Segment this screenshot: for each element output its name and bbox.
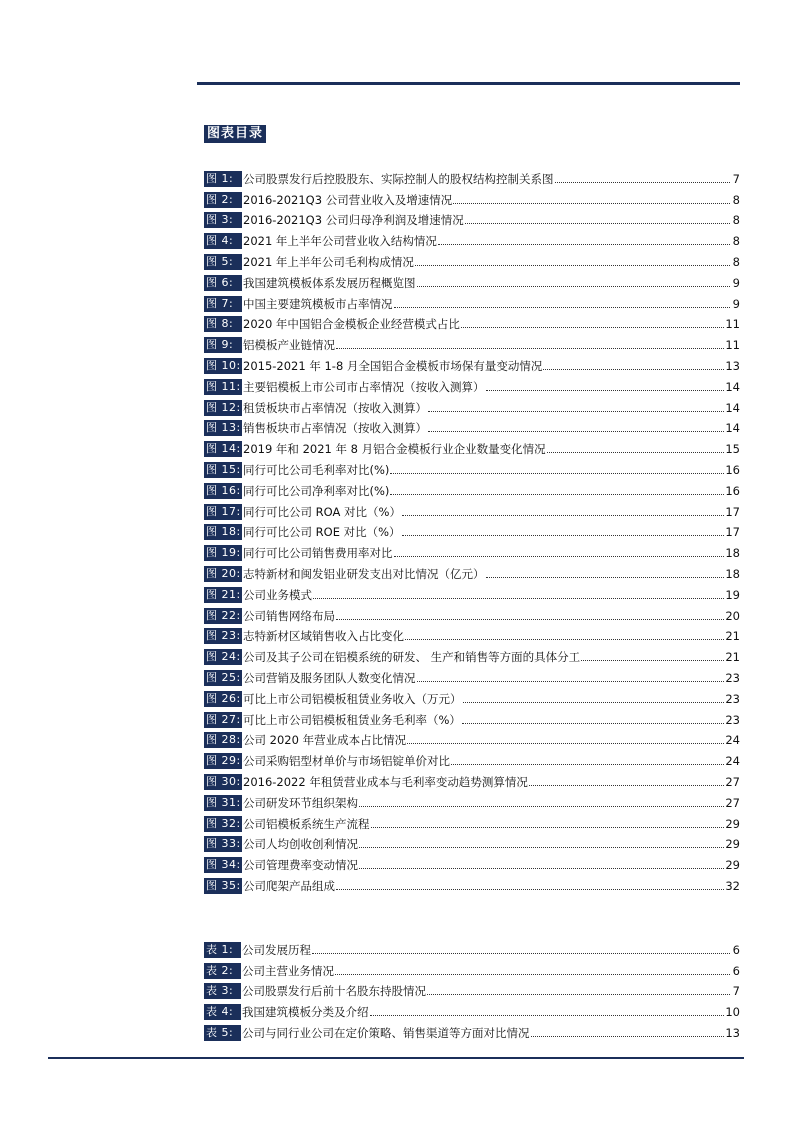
table-entry[interactable] <box>204 937 740 958</box>
figure-entry-label[interactable]: 我国建筑模板体系发展历程概览图 <box>243 275 416 290</box>
figure-entry-page-number[interactable]: 17 <box>725 504 740 519</box>
figure-entry[interactable] <box>204 291 740 312</box>
figure-entry-label[interactable]: 2019 年和 2021 年 8 月铝合金模板行业企业数量变化情况 <box>243 442 546 457</box>
figure-entry[interactable] <box>204 208 740 229</box>
figure-entry-tag: 图 30: <box>206 774 241 788</box>
dot-leader <box>465 223 730 224</box>
dot-leader <box>547 452 725 453</box>
figure-list <box>204 166 740 894</box>
table-entry-page-number[interactable]: 10 <box>725 1005 740 1020</box>
figure-entry-tag: 图 1: <box>204 171 242 187</box>
figure-entry[interactable] <box>204 644 740 665</box>
table-entry-label[interactable]: 公司与同行业公司在定价策略、销售渠道等方面对比情况 <box>242 1025 530 1040</box>
table-entry-tag: 表 1: <box>204 942 241 958</box>
figure-entry[interactable] <box>204 790 740 811</box>
figure-entry-page-number[interactable]: 23 <box>725 670 740 685</box>
dot-leader <box>462 723 724 724</box>
dot-leader <box>543 369 724 370</box>
figure-entry-page-number[interactable]: 29 <box>725 816 740 831</box>
figure-entry[interactable] <box>204 540 740 561</box>
figure-entry[interactable] <box>204 728 740 749</box>
dot-leader <box>390 494 724 495</box>
figure-entry[interactable] <box>204 707 740 728</box>
dot-leader <box>336 348 724 349</box>
dot-leader <box>402 535 725 536</box>
figure-entry-label[interactable]: 同行可比公司毛利率对比(%) <box>243 462 390 477</box>
table-entry-tag: 表 5: <box>204 1025 241 1041</box>
figure-entry-page-number[interactable]: 16 <box>725 483 740 498</box>
figure-entry-page-number[interactable]: 15 <box>725 442 740 457</box>
figure-entry-tag: 图 17: <box>206 504 241 518</box>
figure-entry-page-number[interactable]: 18 <box>725 566 740 581</box>
figure-entry[interactable] <box>204 603 740 624</box>
table-entry-tag: 表 3: <box>204 983 241 999</box>
figure-entry-label[interactable]: 租赁板块市占率情况（按收入测算） <box>243 400 427 415</box>
figure-entry[interactable] <box>204 187 740 208</box>
figure-entry-label[interactable]: 销售板块市占率情况（按收入测算） <box>243 421 427 436</box>
figure-entry-label[interactable]: 2016-2022 年租赁营业成本与毛利率变动趋势测算情况 <box>243 774 528 789</box>
figure-entry[interactable] <box>204 852 740 873</box>
figure-entry-label[interactable]: 2020 年中国铝合金模板企业经营模式占比 <box>243 317 460 332</box>
table-entry-label[interactable]: 公司发展历程 <box>242 942 311 957</box>
figure-entry-tag: 图 31: <box>206 795 241 809</box>
figure-entry-tag: 图 33: <box>206 837 241 851</box>
figure-entry-label[interactable]: 公司铝模板系统生产流程 <box>243 816 370 831</box>
figure-entry-label[interactable]: 公司人均创收创利情况 <box>243 837 358 852</box>
figure-entry-page-number[interactable]: 27 <box>725 774 740 789</box>
dot-leader <box>359 806 724 807</box>
figure-entry-page-number[interactable]: 20 <box>725 608 740 623</box>
figure-entry-page-number[interactable]: 21 <box>725 629 740 644</box>
figure-entry-tag: 图 15: <box>206 462 241 476</box>
dot-leader <box>461 327 724 328</box>
figure-entry-label[interactable]: 中国主要建筑模板市占率情况 <box>243 296 393 311</box>
figure-entry-label[interactable]: 公司采购铝型材单价与市场铝锭单价对比 <box>243 754 450 769</box>
dot-leader <box>463 702 725 703</box>
figure-entry-page-number[interactable]: 14 <box>725 400 740 415</box>
figure-entry[interactable] <box>204 166 740 187</box>
dot-leader <box>336 889 724 890</box>
figure-entry[interactable] <box>204 873 740 894</box>
dot-leader <box>370 1015 725 1016</box>
toc-title: 图表目录 <box>204 125 266 143</box>
figure-entry-label[interactable]: 公司销售网络布局 <box>243 608 335 623</box>
dot-leader <box>428 411 724 412</box>
figure-entry-label[interactable]: 公司研发环节组织架构 <box>243 795 358 810</box>
dot-leader <box>529 785 725 786</box>
figure-entry-label[interactable]: 公司爬架产品组成 <box>243 878 335 893</box>
dot-leader <box>415 265 730 266</box>
figure-entry-label[interactable]: 2015-2021 年 1-8 月全国铝合金模板市场保有量变动情况 <box>243 358 543 373</box>
figure-entry-label[interactable]: 公司及其子公司在铝模系统的研发、 生产和销售等方面的具体分工 <box>243 650 581 665</box>
figure-entry-label[interactable]: 志特新材区域销售收入占比变化 <box>243 629 404 644</box>
figure-entry-label[interactable]: 志特新材和闽发铝业研发支出对比情况（亿元） <box>243 566 485 581</box>
table-entry-tag: 表 2: <box>204 963 241 979</box>
table-entry-tag: 表 4: <box>204 1004 241 1020</box>
figure-entry-page-number[interactable]: 11 <box>725 338 740 353</box>
dot-leader <box>581 660 724 661</box>
figure-entry-label[interactable]: 可比上市公司铝模板租赁业务收入（万元） <box>243 691 462 706</box>
figure-entry[interactable] <box>204 561 740 582</box>
figure-entry[interactable] <box>204 499 740 520</box>
table-entry-page-number[interactable]: 7 <box>732 984 740 999</box>
dot-leader <box>486 577 725 578</box>
figure-entry[interactable] <box>204 686 740 707</box>
figure-entry-tag: 图 20: <box>206 566 241 580</box>
table-entry-label[interactable]: 我国建筑模板分类及介绍 <box>242 1005 369 1020</box>
dot-leader <box>394 307 731 308</box>
figure-entry-tag: 图 10: <box>206 358 241 372</box>
figure-entry[interactable] <box>204 478 740 499</box>
figure-entry-label[interactable]: 可比上市公司铝模板租赁业务毛利率（%） <box>243 712 461 727</box>
table-entry-page-number[interactable]: 13 <box>725 1025 740 1040</box>
table-entry[interactable] <box>204 1020 740 1041</box>
table-entry-page-number[interactable]: 6 <box>732 942 740 957</box>
table-entry-label[interactable]: 公司主营业务情况 <box>242 963 334 978</box>
figure-entry-page-number[interactable]: 9 <box>732 296 740 311</box>
figure-entry-label[interactable]: 2016-2021Q3 公司营业收入及增速情况 <box>243 192 453 207</box>
dot-leader <box>359 868 724 869</box>
dot-leader <box>427 994 730 995</box>
figure-entry[interactable] <box>204 457 740 478</box>
header-rule <box>197 82 740 85</box>
figure-entry-tag: 图 6: <box>204 275 242 291</box>
figure-entry-page-number[interactable]: 24 <box>725 733 740 748</box>
figure-entry-page-number[interactable]: 8 <box>732 234 740 249</box>
figure-entry[interactable] <box>204 353 740 374</box>
figure-entry-page-number[interactable]: 8 <box>732 254 740 269</box>
figure-entry-tag: 图 5: <box>204 254 242 270</box>
dot-leader <box>407 743 724 744</box>
figure-entry[interactable] <box>204 582 740 603</box>
figure-entry-tag: 图 11: <box>206 379 241 393</box>
figure-entry-label[interactable]: 公司营销及服务团队人数变化情况 <box>243 670 416 685</box>
figure-entry[interactable] <box>204 374 740 395</box>
figure-entry[interactable] <box>204 249 740 270</box>
figure-entry-tag: 图 35: <box>206 878 241 892</box>
dot-leader <box>335 974 730 975</box>
figure-entry-page-number[interactable]: 24 <box>725 754 740 769</box>
figure-entry-tag: 图 21: <box>206 587 241 601</box>
table-entry[interactable] <box>204 999 740 1020</box>
figure-entry-page-number[interactable]: 17 <box>725 525 740 540</box>
footer-rule <box>48 1057 744 1059</box>
figure-entry[interactable] <box>204 436 740 457</box>
table-entry-page-number[interactable]: 6 <box>732 963 740 978</box>
figure-entry-label[interactable]: 公司 2020 年营业成本占比情况 <box>243 733 407 748</box>
figure-entry-page-number[interactable]: 9 <box>732 275 740 290</box>
figure-entry-label[interactable]: 公司股票发行后控股股东、实际控制人的股权结构控制关系图 <box>243 171 554 186</box>
figure-entry-tag: 图 12: <box>206 400 241 414</box>
figure-entry[interactable] <box>204 748 740 769</box>
figure-entry-page-number[interactable]: 11 <box>725 317 740 332</box>
figure-entry-tag: 图 29: <box>206 754 241 768</box>
figure-entry-tag: 图 27: <box>206 712 241 726</box>
figure-entry-label[interactable]: 同行可比公司净利率对比(%) <box>243 483 390 498</box>
figure-entry-page-number[interactable]: 32 <box>725 878 740 893</box>
figure-entry[interactable] <box>204 270 740 291</box>
figure-entry[interactable] <box>204 811 740 832</box>
figure-entry-page-number[interactable]: 13 <box>725 358 740 373</box>
dot-leader <box>371 827 725 828</box>
dot-leader <box>359 847 724 848</box>
figure-entry-page-number[interactable]: 7 <box>732 171 740 186</box>
figure-entry-label[interactable]: 同行可比公司 ROE 对比（%） <box>243 525 401 540</box>
figure-entry-page-number[interactable]: 18 <box>725 546 740 561</box>
figure-entry-tag: 图 26: <box>206 691 241 705</box>
figure-entry[interactable] <box>204 665 740 686</box>
dot-leader <box>531 1036 725 1037</box>
dot-leader <box>428 431 724 432</box>
dot-leader <box>402 515 724 516</box>
figure-entry-tag: 图 14: <box>206 442 241 456</box>
figure-entry-tag: 图 4: <box>204 233 242 249</box>
dot-leader <box>417 286 731 287</box>
figure-entry-label[interactable]: 2021 年上半年公司营业收入结构情况 <box>243 234 437 249</box>
figure-entry-tag: 图 3: <box>204 212 242 228</box>
figure-entry-tag: 图 28: <box>206 733 241 747</box>
figure-entry-tag: 图 18: <box>206 525 241 539</box>
figure-entry-tag: 图 19: <box>206 546 241 560</box>
figure-entry-page-number[interactable]: 8 <box>732 192 740 207</box>
figure-entry-tag: 图 9: <box>204 337 242 353</box>
dot-leader <box>394 556 725 557</box>
dot-leader <box>438 244 730 245</box>
figure-entry-tag: 图 23: <box>206 629 241 643</box>
figure-entry-tag: 图 8: <box>204 316 242 332</box>
dot-leader <box>453 203 730 204</box>
dot-leader <box>417 681 725 682</box>
figure-entry[interactable] <box>204 332 740 353</box>
figure-entry-page-number[interactable]: 8 <box>732 213 740 228</box>
figure-entry-page-number[interactable]: 29 <box>725 837 740 852</box>
figure-entry[interactable] <box>204 312 740 333</box>
figure-entry[interactable] <box>204 416 740 437</box>
figure-entry-page-number[interactable]: 21 <box>725 650 740 665</box>
figure-entry-page-number[interactable]: 23 <box>725 691 740 706</box>
figure-entry-label[interactable]: 公司管理费率变动情况 <box>243 858 358 873</box>
figure-entry-tag: 图 7: <box>204 296 242 312</box>
figure-entry-page-number[interactable]: 14 <box>725 421 740 436</box>
figure-entry[interactable] <box>204 228 740 249</box>
figure-entry-page-number[interactable]: 19 <box>725 587 740 602</box>
figure-entry[interactable] <box>204 520 740 541</box>
figure-entry-tag: 图 24: <box>206 650 241 664</box>
dot-leader <box>313 598 724 599</box>
dot-leader <box>390 473 724 474</box>
figure-entry[interactable] <box>204 769 740 790</box>
figure-entry-tag: 图 22: <box>206 608 241 622</box>
figure-entry-tag: 图 2: <box>204 192 242 208</box>
figure-entry[interactable] <box>204 395 740 416</box>
figure-entry-tag: 图 34: <box>206 858 241 872</box>
figure-entry-page-number[interactable]: 29 <box>725 858 740 873</box>
figure-entry-page-number[interactable]: 27 <box>725 795 740 810</box>
dot-leader <box>336 619 724 620</box>
table-entry[interactable] <box>204 958 740 979</box>
figure-entry-page-number[interactable]: 14 <box>725 379 740 394</box>
figure-entry-label[interactable]: 同行可比公司销售费用率对比 <box>243 546 393 561</box>
figure-entry-label[interactable]: 同行可比公司 ROA 对比（%） <box>243 504 401 519</box>
figure-entry-tag: 图 16: <box>206 483 241 497</box>
dot-leader <box>405 639 724 640</box>
figure-entry-label[interactable]: 铝模板产业链情况 <box>243 338 335 353</box>
figure-entry-tag: 图 25: <box>206 670 241 684</box>
dot-leader <box>312 953 730 954</box>
table-entry[interactable] <box>204 979 740 1000</box>
dot-leader <box>555 182 731 183</box>
figure-entry-tag: 图 13: <box>206 421 241 435</box>
table-list <box>204 937 740 1041</box>
figure-entry[interactable] <box>204 832 740 853</box>
figure-entry-label[interactable]: 2016-2021Q3 公司归母净利润及增速情况 <box>243 213 464 228</box>
figure-entry-label[interactable]: 公司业务模式 <box>243 587 312 602</box>
figure-entry-label[interactable]: 2021 年上半年公司毛利构成情况 <box>243 254 414 269</box>
figure-entry-page-number[interactable]: 23 <box>725 712 740 727</box>
dot-leader <box>486 390 725 391</box>
dot-leader <box>451 764 724 765</box>
figure-entry-page-number[interactable]: 16 <box>725 462 740 477</box>
figure-entry-label[interactable]: 主要铝模板上市公司市占率情况（按收入测算） <box>243 379 485 394</box>
figure-entry[interactable] <box>204 624 740 645</box>
table-entry-label[interactable]: 公司股票发行后前十名股东持股情况 <box>242 984 426 999</box>
figure-entry-tag: 图 32: <box>206 816 241 830</box>
